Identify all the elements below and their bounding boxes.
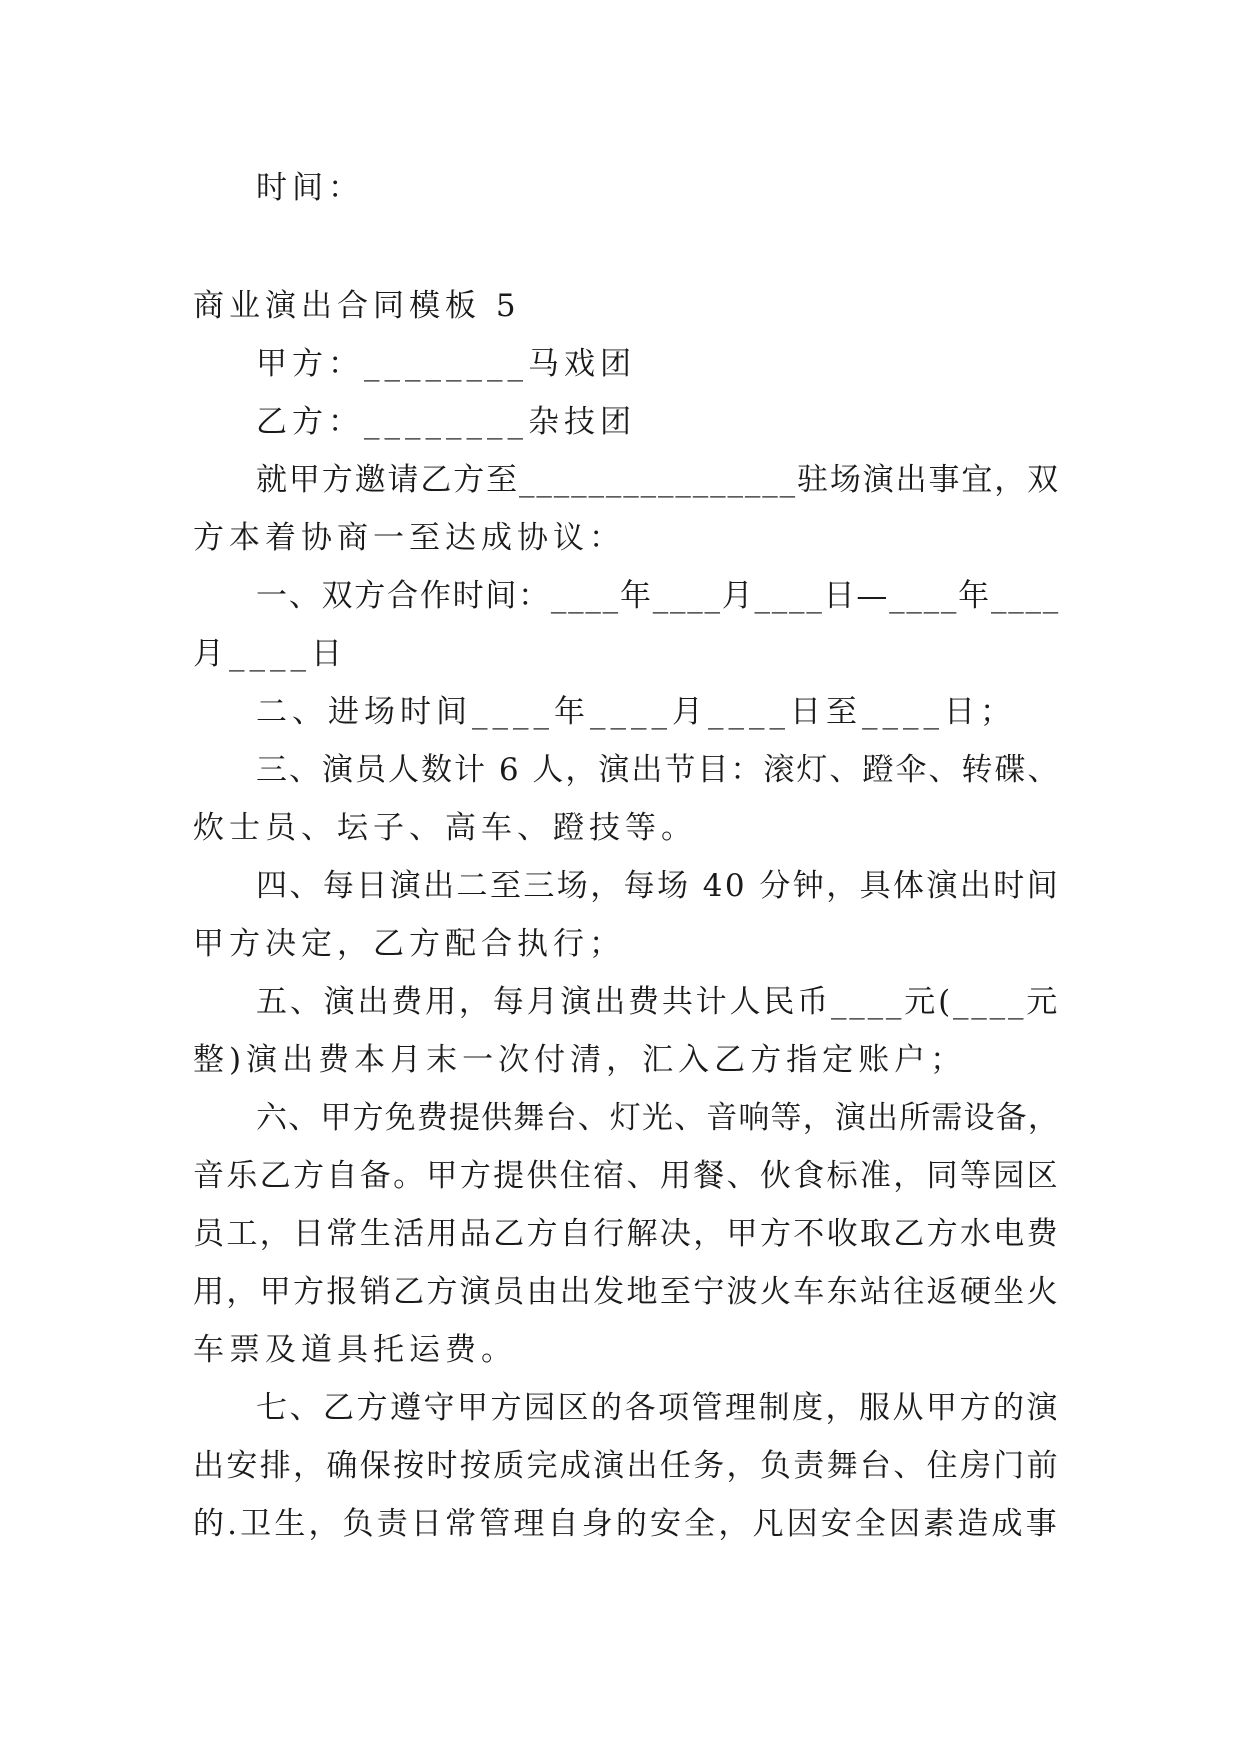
clause-5-line-1: 五、演出费用，每月演出费共计人民币____元(____元 <box>256 984 1061 1020</box>
clause-1-line-2: 月____日 <box>193 636 347 672</box>
clause-2-line: 二、进场时间____年____月____日至____日； <box>256 694 1016 730</box>
document-title: 商业演出合同模板 5 <box>193 288 521 324</box>
clause-6-line-4: 用，甲方报销乙方演员由出发地至宁波火车东站往返硬坐火 <box>193 1274 1060 1310</box>
clause-6-line-1: 六、甲方免费提供舞台、灯光、音响等，演出所需设备， <box>256 1100 1060 1136</box>
clause-4-line-2: 甲方决定，乙方配合执行； <box>193 926 625 962</box>
clause-4-line-1: 四、每日演出二至三场，每场 40 分钟，具体演出时间 <box>256 868 1061 904</box>
clause-7-line-2: 出安排，确保按时按质完成演出任务，负责舞台、住房门前 <box>193 1448 1060 1484</box>
clause-6-line-3: 员工，日常生活用品乙方自行解决，甲方不收取乙方水电费 <box>193 1216 1060 1252</box>
clause-6-line-5: 车票及道具托运费。 <box>193 1332 517 1368</box>
party-b-line: 乙方：________杂技团 <box>256 404 636 440</box>
clause-5-line-2: 整)演出费本月末一次付清，汇入乙方指定账户； <box>193 1042 967 1078</box>
time-label: 时间： <box>256 170 364 206</box>
intro-line-2: 方本着协商一至达成协议： <box>193 520 625 556</box>
clause-7-line-1: 七、乙方遵守甲方园区的各项管理制度，服从甲方的演 <box>256 1390 1060 1426</box>
clause-1-line-1: 一、双方合作时间：____年____月____日—____年____ <box>256 578 1060 614</box>
intro-line-1: 就甲方邀请乙方至________________驻场演出事宜，双 <box>256 462 1060 498</box>
party-a-line: 甲方：________马戏团 <box>256 346 636 382</box>
clause-6-line-2: 音乐乙方自备。甲方提供住宿、用餐、伙食标准，同等园区 <box>193 1158 1060 1194</box>
clause-7-line-3: 的.卫生，负责日常管理自身的安全，凡因安全因素造成事 <box>193 1506 1060 1542</box>
clause-3-line-1: 三、演员人数计 6 人，演出节目：滚灯、蹬伞、转碟、 <box>256 752 1061 788</box>
clause-3-line-2: 炊士员、坛子、高车、蹬技等。 <box>193 810 697 846</box>
